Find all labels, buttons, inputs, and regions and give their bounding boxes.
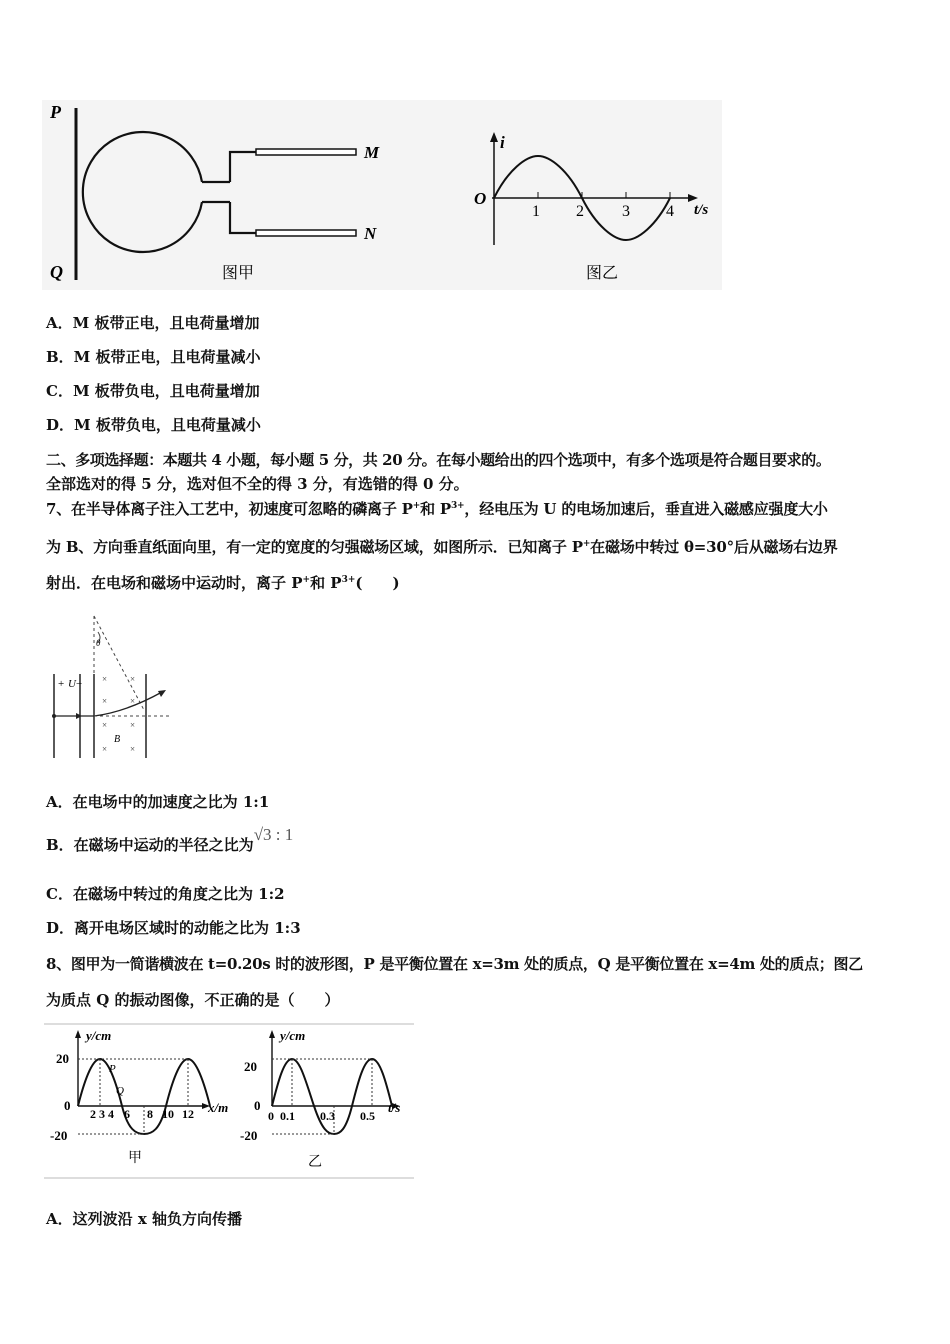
minus-sign: − <box>76 678 83 690</box>
section2-heading: 二、多项选择题：本题共 4 小题，每小题 5 分，共 20 分。在每小题给出的四个选项中，有多个选项是符合题目要求的。 <box>46 451 831 469</box>
q7-option-b: B．在磁场中运动的半径之比为√3 : 1 <box>46 825 294 854</box>
axis-t-label: t/s <box>694 202 709 218</box>
q7-stem-line1: 7、在半导体离子注入工艺中，初速度可忽略的磷离子 P+和 $P^{3+}$，经电压为 U 的电场加速后，垂直进入磁感应强度大小 <box>46 500 828 518</box>
b-label: B <box>114 734 121 745</box>
label-m: M <box>364 143 380 162</box>
q6-option-d: D．M 板带负电，且电荷量减小 <box>46 416 261 434</box>
svg-text:2: 2 <box>90 1107 96 1121</box>
plus-sign: + <box>58 678 65 690</box>
axis-i-label: i <box>500 133 505 152</box>
theta-label: θ <box>96 638 101 648</box>
figure-ion-field <box>46 612 176 762</box>
q7-option-b-ratio: √3 : 1 <box>253 825 294 844</box>
yi-x-ticks <box>268 1109 375 1123</box>
jia-y0: 0 <box>64 1098 71 1113</box>
svg-text:12: 12 <box>182 1107 194 1121</box>
yi-xlabel: t/s <box>388 1100 401 1115</box>
point-p-label: P <box>109 1063 116 1075</box>
q6-option-c: C．M 板带负电，且电荷量增加 <box>46 382 260 400</box>
svg-text:×: × <box>130 674 136 684</box>
svg-text:6: 6 <box>124 1107 130 1121</box>
q7-option-d: D．离开电场区域时的动能之比为 1:3 <box>46 919 301 937</box>
svg-text:×: × <box>102 696 108 706</box>
svg-text:0.1: 0.1 <box>280 1109 295 1123</box>
q6-option-b: B．M 板带正电，且电荷量减小 <box>46 348 261 366</box>
jia-y-20: -20 <box>50 1128 68 1143</box>
label-q: Q <box>50 262 63 282</box>
svg-text:×: × <box>130 744 136 754</box>
q6-option-a: A．M 板带正电，且电荷量增加 <box>46 314 260 332</box>
yi-y-20: -20 <box>240 1128 258 1143</box>
q7-option-c: C．在磁场中转过的角度之比为 1:2 <box>46 885 285 903</box>
caption-jia: 图甲 <box>222 265 255 282</box>
tick-3: 3 <box>622 203 630 220</box>
svg-text:×: × <box>130 720 136 730</box>
yi-y20: 20 <box>244 1059 257 1074</box>
yi-y0: 0 <box>254 1098 261 1113</box>
figure-wave-graphs <box>44 1022 416 1182</box>
label-p: P <box>50 102 61 122</box>
yi-ylabel: y/cm <box>280 1028 306 1043</box>
jia-x-ticks <box>90 1107 194 1121</box>
q8-stem-line2: 为质点 Q 的振动图像，不正确的是（ ） <box>46 991 340 1009</box>
svg-text:×: × <box>102 720 108 730</box>
point-q-label: Q <box>116 1085 124 1097</box>
svg-text:0.3: 0.3 <box>320 1109 335 1123</box>
q8-stem-line1: 8、图甲为一简谐横波在 t=0.20s 时的波形图，P 是平衡位置在 x=3m 处的质点，Q 是平衡位置在 x=4m 处的质点；图乙 <box>46 955 863 973</box>
svg-text:4: 4 <box>108 1107 114 1121</box>
origin-label: O <box>474 189 487 208</box>
svg-text:×: × <box>102 744 108 754</box>
yi-caption: 乙 <box>308 1155 322 1170</box>
tick-1: 1 <box>532 203 540 220</box>
jia-caption: 甲 <box>128 1151 142 1166</box>
caption-yi: 图乙 <box>586 265 619 282</box>
svg-text:10: 10 <box>162 1107 174 1121</box>
svg-text:×: × <box>130 696 136 706</box>
q7-stem-line2: 为 B、方向垂直纸面向里，有一定的宽度的匀强磁场区域，如图所示．已知离子 P+在磁场中转过 θ=30°后从磁场右边界 <box>46 538 838 556</box>
jia-ylabel: y/cm <box>86 1028 112 1043</box>
figure-lc-circuit <box>42 100 722 290</box>
tick-4: 4 <box>666 203 674 220</box>
q7-option-a: A．在电场中的加速度之比为 1:1 <box>46 793 270 811</box>
label-n: N <box>364 224 377 243</box>
svg-text:0.5: 0.5 <box>360 1109 375 1123</box>
svg-text:×: × <box>102 674 108 684</box>
u-label: U <box>68 678 76 690</box>
tick-2: 2 <box>576 203 584 220</box>
svg-text:0: 0 <box>268 1109 274 1123</box>
section2-scoring: 全部选对的得 5 分，选对但不全的得 3 分，有选错的得 0 分。 <box>46 475 469 493</box>
q7-stem-line3: 射出．在电场和磁场中运动时，离子 P+和 $P^{3+}$( ) <box>46 574 400 592</box>
jia-y20: 20 <box>56 1051 69 1066</box>
svg-text:8: 8 <box>147 1107 153 1121</box>
jia-xlabel: x/m <box>208 1100 229 1115</box>
svg-text:3: 3 <box>99 1107 105 1121</box>
q8-option-a: A．这列波沿 x 轴负方向传播 <box>46 1210 243 1228</box>
